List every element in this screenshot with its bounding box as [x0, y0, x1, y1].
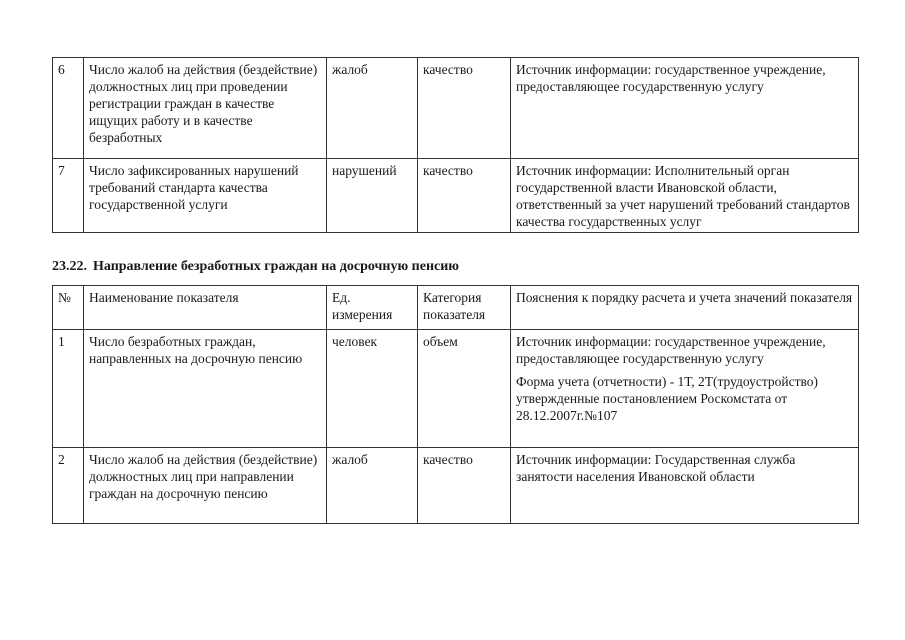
table-header-row	[53, 286, 859, 330]
indicator-notes: Источник информации: Государственная служба занятости населения Ивановской области	[511, 448, 859, 524]
header-unit: Ед. измерения	[327, 286, 418, 330]
indicator-unit: нарушений	[327, 159, 418, 233]
indicator-unit: человек	[327, 330, 418, 448]
indicator-notes: Источник информации: государственное учреждение, предоставляющее государственную услугу	[516, 334, 826, 366]
indicator-notes-cell	[511, 330, 859, 448]
indicator-notes-form: Форма учета (отчетности) - 1Т, 2Т(трудоустройство) утвержденные постановлением Роскомстата от 28.12.2007г.№107	[516, 374, 819, 423]
row-number: 1	[53, 330, 84, 448]
indicator-notes: Источник информации: государственное учреждение, предоставляющее государственную услугу	[511, 58, 859, 159]
row-number: 6	[53, 58, 84, 159]
indicator-category: качество	[418, 159, 511, 233]
row-number: 7	[53, 159, 84, 233]
indicator-name: Число зафиксированных нарушений требований стандарта качества государственной услуги	[84, 159, 327, 233]
header-notes: Пояснения к порядку расчета и учета значений показателя	[511, 286, 859, 330]
indicator-category: качество	[418, 448, 511, 524]
table-row	[53, 330, 859, 448]
indicator-category: объем	[418, 330, 511, 448]
row-number: 2	[53, 448, 84, 524]
table-row	[53, 159, 859, 233]
section-title: Направление безработных граждан на досрочную пенсию	[93, 259, 460, 274]
header-number: №	[53, 286, 84, 330]
section-number: 23.22.	[52, 259, 87, 274]
indicator-category: качество	[418, 58, 511, 159]
indicator-notes: Источник информации: Исполнительный орган государственной власти Ивановской области, ответственный за учет нарушений требований стандартов качества государственных услуг	[511, 159, 859, 233]
indicator-name: Число безработных граждан, направленных на досрочную пенсию	[84, 330, 327, 448]
indicator-unit: жалоб	[327, 58, 418, 159]
indicators-table	[52, 285, 859, 524]
indicator-unit: жалоб	[327, 448, 418, 524]
header-category: Категория показателя	[418, 286, 511, 330]
table-row	[53, 58, 859, 159]
section-heading	[52, 259, 465, 275]
indicator-name: Число жалоб на действия (бездействие) должностных лиц при направлении граждан на досрочную пенсию	[84, 448, 327, 524]
table-row	[53, 448, 859, 524]
indicator-name: Число жалоб на действия (бездействие) должностных лиц при проведении регистрации граждан в качестве ищущих работу и в качестве безработных	[84, 58, 327, 159]
header-name: Наименование показателя	[84, 286, 327, 330]
indicators-table-continued	[52, 57, 859, 233]
